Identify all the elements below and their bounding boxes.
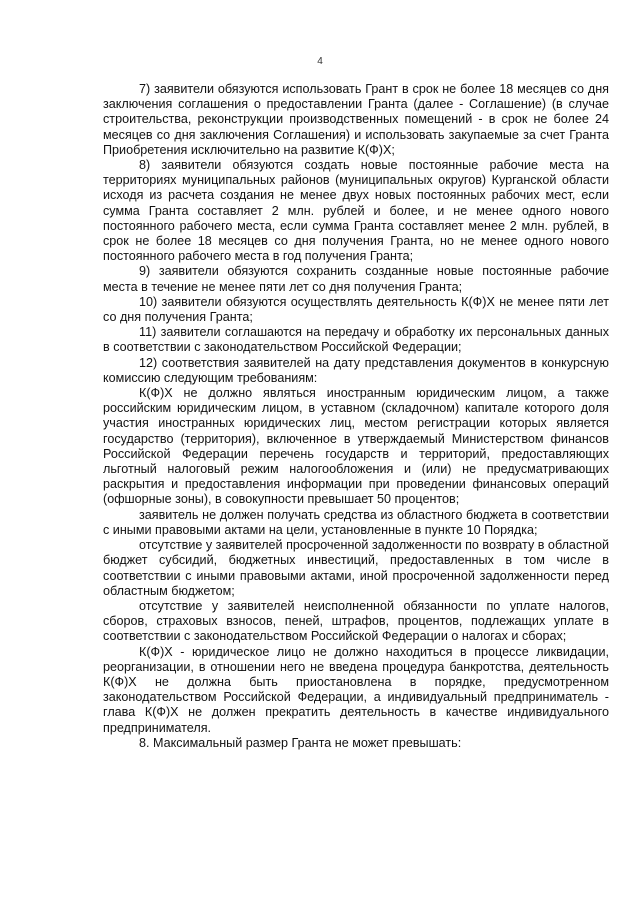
paragraph-section-8: 8. Максимальный размер Гранта не может превышать: xyxy=(139,735,462,750)
paragraph-overdue-debt-requirement: отсутствие у заявителей просроченной задолженности по возврату в областной бюджет субсидий, бюджетных инвестиций, предоставленных в том числе в соответствии с иными правовыми актами, иной просроченной задолженности перед областным бюджетом; xyxy=(103,538,609,598)
paragraph-item-11: 11) заявители соглашаются на передачу и обработку их персональных данных в соответствии с законодательством Российской Федерации; xyxy=(103,325,609,355)
document-body xyxy=(103,82,609,751)
paragraph-foreign-entity-requirement: К(Ф)Х не должно являться иностранным юридическим лицом, а также российским юридическим лицом, в уставном (складочном) капитале которого доля участия иностранных юридических лиц, местом регистрации которых является государство (территория), включенное в утверждаемый Министерством финансов Российской Федерации перечень государств и территорий, предоставляющих льготный налоговый режим налогообложения и (или) не предусматривающих раскрытия и предоставления информации при проведении финансовых операций (офшорные зоны), в совокупности превышает 50 процентов; xyxy=(103,386,609,507)
paragraph-item-7: 7) заявители обязуются использовать Грант в срок не более 18 месяцев со дня заключения соглашения о предоставлении Гранта (далее - Соглашение) (в случае строительства, реконструкции производственных помещений - в срок не более 24 месяцев со дня заключения Соглашения) и использовать закупаемые за счет Гранта Приобретения исключительно на развитие К(Ф)Х; xyxy=(103,82,609,157)
page-number: 4 xyxy=(317,56,323,67)
paragraph-regional-budget-requirement: заявитель не должен получать средства из областного бюджета в соответствии с иными правовыми актами на цели, установленные в пункте 10 Порядка; xyxy=(103,507,609,537)
paragraph-item-12: 12) соответствия заявителей на дату представления документов в конкурсную комиссию следующим требованиям: xyxy=(103,355,609,385)
paragraph-item-10: 10) заявители обязуются осуществлять деятельность К(Ф)Х не менее пяти лет со дня получения Гранта; xyxy=(103,294,609,325)
paragraph-liquidation-requirement: К(Ф)Х - юридическое лицо не должно находиться в процессе ликвидации, реорганизации, в отношении него не введена процедура банкротства, деятельность К(Ф)Х не должна быть приостановлена в порядке, предусмотренном законодательством Российской Федерации, а индивидуальный предприниматель - глава К(Ф)Х не должен прекратить деятельность в качестве индивидуального предпринимателя. xyxy=(103,644,609,735)
paragraph-tax-obligation-requirement: отсутствие у заявителей неисполненной обязанности по уплате налогов, сборов, страховых взносов, пеней, штрафов, процентов, подлежащих уплате в соответствии с законодательством Российской Федерации о налогах и сборах; xyxy=(103,598,609,644)
paragraph-item-8: 8) заявители обязуются создать новые постоянные рабочие места на территориях муниципальных районов (муниципальных округов) Курганской области исходя из расчета создания не менее двух новых постоянных рабочих мест, если сумма Гранта составляет 2 млн. рублей и более, и не менее одного нового постоянного рабочего места, если сумма Гранта составляет менее 2 млн. рублей, в срок не более 18 месяцев со дня получения Гранта, но не менее одного нового постоянного рабочего места в год получения Гранта; xyxy=(103,158,609,264)
paragraph-item-9: 9) заявители обязуются сохранить созданные новые постоянные рабочие места в течение не менее пяти лет со дня получения Гранта; xyxy=(103,264,609,294)
